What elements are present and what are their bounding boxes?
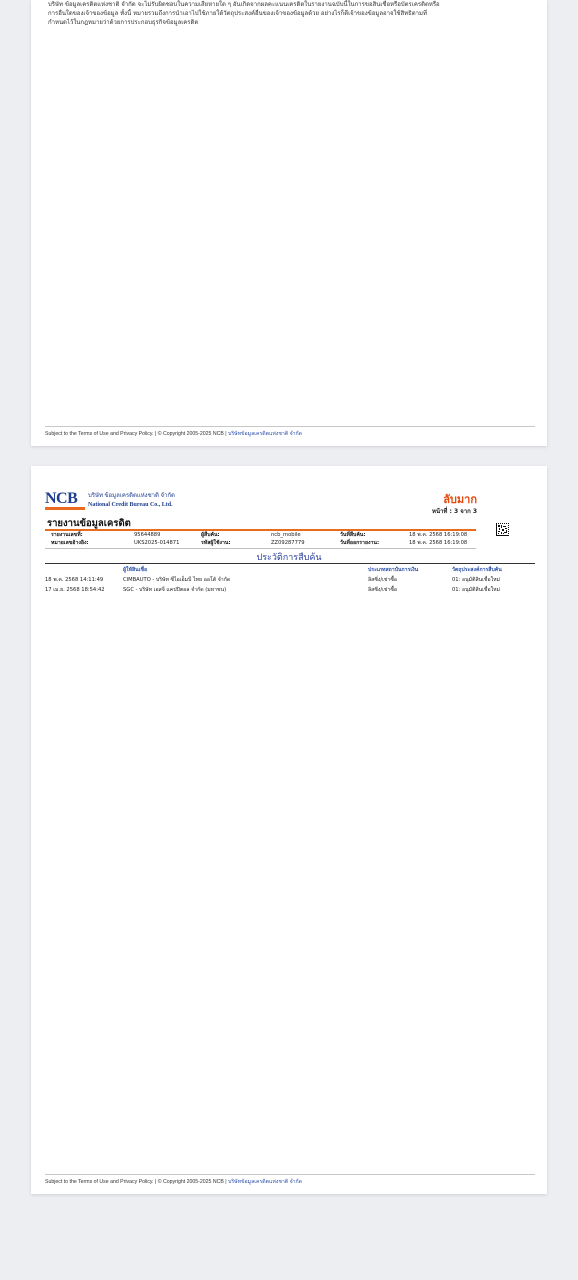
table-row (45, 576, 535, 586)
table-header (45, 566, 535, 576)
ncb-logo (45, 492, 85, 511)
company-name-thai: บริษัท ข้อมูลเครดิตแห่งชาติ จำกัด (88, 493, 175, 499)
type-cell: ลิสซิ่ง/เช่าซื้อ (368, 587, 397, 593)
disclaimer-line: บริษัท ข้อมูลเครดิตแห่งชาติ จำกัด จะไม่รับผิดชอบในความเสียหายใด ๆ อันเกิดจากผลคะแนนเครดิตในรายงานฉบับนี้ในการขอสินเชื่อหรือบัตรเครดิตหรือ (48, 1, 440, 8)
lender-cell: CIMBAUTO - บริษัท ซีไอเอ็มบี ไทย ออโต้ จำกัด (123, 577, 231, 583)
inquirer-label: ผู้สืบค้น: (201, 532, 220, 538)
pdf-page-3 (31, 466, 547, 1194)
inquiry-date-cell: 17 เม.ย. 2568 18:54:42 (45, 587, 105, 593)
inquiry-date-value: 18 พ.ค. 2568 16:19:08 (409, 532, 468, 538)
page-footer (45, 1174, 535, 1186)
disclaimer-line: การอื่นใดของเจ้าของข้อมูล ทั้งนี้ หมายรวมถึงการนำเอาไปใช้ภายใต้วัตถุประสงค์อื่นของเจ้าของข้อมูลด้วย อย่างไรก็ดีเจ้าของข้อมูลอาจใช้สิทธิตามที่ (48, 10, 427, 17)
column-header-lender: ผู้ให้สินเชื่อ (123, 567, 148, 573)
user-code-value: ZZ09287779 (271, 540, 305, 546)
report-no-value: 95644889 (134, 532, 161, 538)
report-info (51, 531, 481, 547)
company-name-english: National Credit Bureau Co., Ltd. (88, 502, 173, 508)
user-code-label: รหัสผู้ใช้งาน: (201, 540, 231, 546)
inquiry-date-cell: 18 พ.ค. 2568 14:11:49 (45, 577, 104, 583)
column-header-type: ประเภทสถาบันการเงิน (368, 567, 419, 573)
footer-text: Subject to the Terms of Use and Privacy Policy. | © Copyright 2005-2025 NCB | (45, 1179, 229, 1185)
logo-underline (45, 507, 85, 510)
report-info-row (51, 539, 481, 547)
purpose-cell: 01: อนุมัติสินเชื่อใหม่ (452, 587, 500, 593)
table-row (45, 586, 535, 596)
column-header-purpose: วัตถุประสงค์การสืบค้น (452, 567, 502, 573)
logo-letters: NCB (45, 490, 78, 507)
report-no-label: รายงานเลขที่: (51, 532, 83, 538)
inquiry-date-label: วันที่สืบค้น: (340, 532, 366, 538)
footer-text: Subject to the Terms of Use and Privacy Policy. | © Copyright 2005-2025 NCB | (45, 431, 229, 437)
inquiry-history-table (45, 566, 535, 596)
disclaimer-text (48, 0, 532, 27)
type-cell: ลิสซิ่ง/เช่าซื้อ (368, 577, 397, 583)
ref-no-label: หมายเลขอ้างอิง: (51, 540, 89, 546)
info-divider (45, 548, 476, 549)
issue-date-value: 18 พ.ค. 2568 16:19:08 (409, 540, 468, 546)
footer-company-link[interactable]: บริษัทข้อมูลเครดิตแห่งชาติ จำกัด (228, 431, 303, 437)
section-divider (45, 563, 535, 564)
page-footer (45, 426, 535, 438)
page-number: หน้าที่ : 3 จาก 3 (431, 508, 477, 515)
pdf-page-2 (31, 0, 547, 446)
purpose-cell: 01: อนุมัติสินเชื่อใหม่ (452, 577, 500, 583)
report-info-row (51, 531, 481, 539)
disclaimer-line: กำหนดไว้ในกฎหมายว่าด้วยการประกอบธุรกิจข้อมูลเครดิต (48, 19, 199, 26)
section-title: ประวัติการสืบค้น (256, 553, 322, 563)
footer-company-link[interactable]: บริษัทข้อมูลเครดิตแห่งชาติ จำกัด (228, 1179, 303, 1185)
company-name (88, 492, 175, 509)
issue-date-label: วันที่ออกรายงาน: (340, 540, 380, 546)
ref-no-value: UKS2025-014871 (134, 540, 180, 546)
report-title: รายงานข้อมูลเครดิต (47, 518, 131, 529)
datamatrix-code-icon (496, 523, 509, 536)
inquirer-value: ncb_mobile (271, 532, 301, 538)
lender-cell: SGC - บริษัท เอสจี แคปปิตอล จำกัด (มหาชน) (123, 587, 227, 593)
confidential-label: ลับมาก (443, 493, 477, 506)
